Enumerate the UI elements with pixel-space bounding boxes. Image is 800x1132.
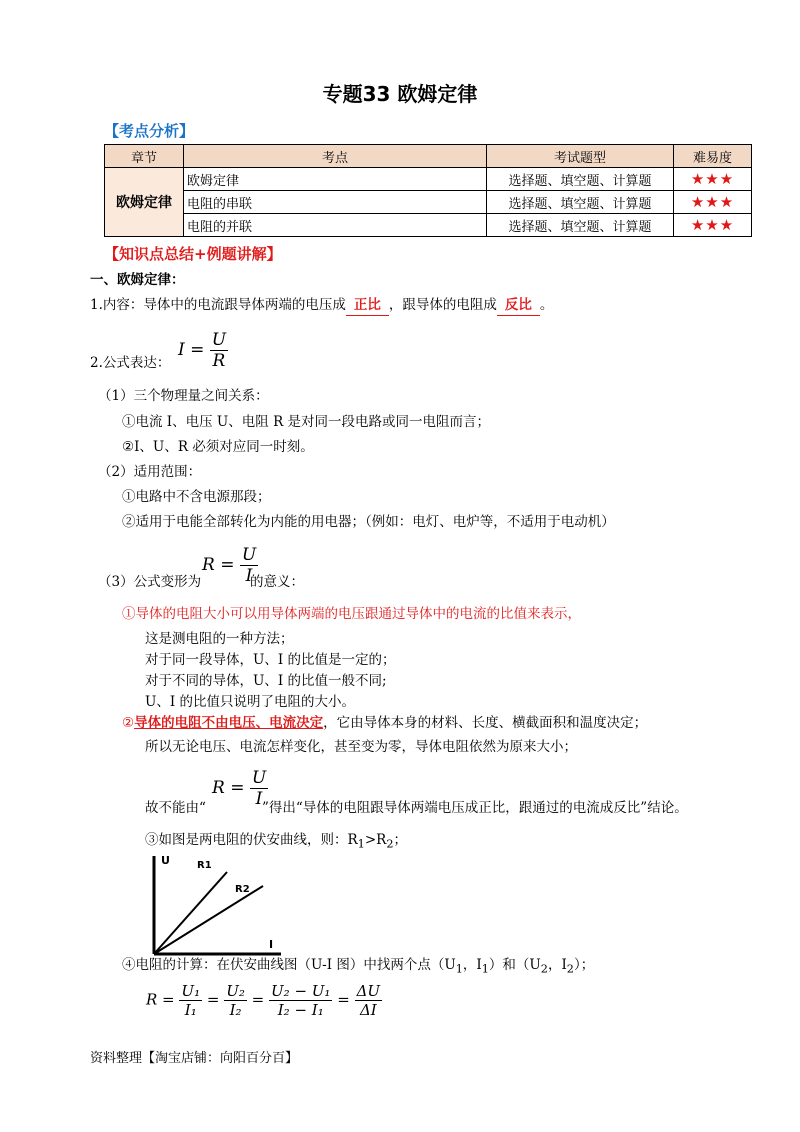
calc-fraction-4 [355, 982, 382, 1019]
point-cell: 电阻的串联 [184, 191, 487, 214]
content-line [90, 295, 553, 316]
chapter-cell: 欧姆定律 [105, 168, 184, 237]
meaning-2-line [122, 713, 647, 733]
table-row [105, 214, 752, 237]
ohm-formula [178, 330, 228, 371]
numerator: U₁ [181, 982, 201, 1000]
subscript: 2 [540, 962, 548, 976]
r1-label: R1 [197, 860, 212, 871]
sub1-item: ②I、U、R 必须对应同一时刻。 [122, 439, 314, 455]
line-r1 [154, 872, 227, 954]
part1-heading: 一、欧姆定律： [90, 272, 185, 288]
denominator: I₁ [184, 1001, 197, 1019]
point-cell: 欧姆定律 [184, 168, 487, 191]
calc-fraction-2 [224, 982, 247, 1019]
formula-lhs: I = [178, 340, 205, 360]
numerator: U₂ − U₁ [271, 982, 331, 1000]
meaning-1-line: 对于同一段导体，U、I 的比值是一定的； [145, 652, 396, 668]
sub2-item: ②适用于电能全部转化为内能的用电器；（例如：电灯、电炉等，不适用于电动机） [122, 514, 615, 530]
denominator: I₂ [229, 1001, 242, 1019]
header-chapter: 章节 [105, 145, 184, 168]
equals-sign: = [206, 990, 220, 1009]
difficulty-cell: ★★★ [674, 168, 752, 191]
formula-numerator: U [241, 545, 257, 565]
table-header-row [105, 145, 752, 168]
denominator: I₂ − I₁ [277, 1001, 324, 1019]
y-axis-label: U [161, 854, 170, 867]
difficulty-cell: ★★★ [674, 214, 752, 237]
meaning-2-mark: ② [122, 715, 135, 731]
section-analysis-heading: 【考点分析】 [104, 122, 195, 140]
formula-numerator: U [251, 768, 267, 788]
formula-fraction [210, 330, 228, 371]
sub1-title: （1）三个物理量之间关系： [98, 388, 269, 404]
meaning-3-gt: >R [364, 832, 387, 848]
subscript: 1 [455, 962, 463, 976]
denominator: ΔI [359, 1001, 377, 1019]
section-summary-heading: 【知识点总结+例题讲解】 [104, 245, 282, 263]
resistance-calculation [146, 982, 382, 1019]
line-r2 [154, 886, 263, 954]
difficulty-cell: ★★★ [674, 191, 752, 214]
formula-lhs: R = [212, 778, 245, 798]
sub3-title-suffix: 的意义： [250, 574, 304, 590]
sub2-item: ①电路中不含电源那段； [122, 489, 271, 505]
meaning-4-line [122, 955, 594, 980]
sub3-title-prefix: （3）公式变形为 [98, 574, 202, 590]
page-footer: 资料整理【淘宝店铺：向阳百分百】 [90, 1051, 299, 1066]
content-end: 。 [539, 297, 554, 313]
point-cell: 电阻的并联 [184, 214, 487, 237]
calc-fraction-1 [179, 982, 202, 1019]
numerator: ΔU [356, 982, 381, 1000]
type-cell: 选择题、填空题、计算题 [487, 168, 674, 191]
text-part: ，I [547, 957, 567, 973]
formula-lhs: R = [202, 555, 235, 575]
calc-lhs: R = [146, 990, 175, 1009]
formula-denominator: I [245, 566, 253, 586]
page-title: 专题33 欧姆定律 [322, 82, 478, 106]
meaning-1-red: ①导体的电阻大小可以用导体两端的电压跟通过导体中的电流的比值来表示， [122, 606, 581, 622]
meaning-2-line3-suffix: ”得出“导体的电阻跟导体两端电压成正比，跟通过的电流成反比”结论。 [262, 800, 688, 816]
blank-answer-2: 反比 [497, 295, 540, 316]
iv-curve-graph [145, 848, 295, 963]
meaning-2-red: 导体的电阻不由电压、电流决定 [134, 715, 324, 731]
meaning-1-line: 对于不同的导体，U、I 的比值一般不同; [145, 673, 387, 689]
equals-sign: = [337, 990, 350, 1009]
formula-denominator: R [212, 351, 226, 371]
content-prefix: 1.内容：导体中的电流跟导体两端的电压成 [90, 297, 346, 313]
header-type: 考试题型 [487, 145, 674, 168]
meaning-3-end: ； [393, 832, 407, 848]
r2-label: R2 [235, 884, 250, 895]
meaning-2-line3-prefix: 故不能由“ [145, 800, 206, 816]
x-axis-label: I [269, 938, 274, 951]
text-part: ，I [462, 957, 482, 973]
blank-answer-1: 正比 [346, 295, 389, 316]
meaning-1-line: 这是测电阻的一种方法； [145, 631, 294, 647]
meaning-1-line: U、I 的比值只说明了电阻的大小。 [145, 694, 356, 710]
formula-numerator: U [211, 330, 227, 350]
subscript: 1 [481, 962, 489, 976]
table-row [105, 168, 752, 191]
subscript: 2 [566, 962, 574, 976]
sub1-item: ①电流 I、电压 U、电阻 R 是对同一段电路或同一电阻而言； [122, 414, 491, 430]
calc-fraction-3 [269, 982, 332, 1019]
formula-denominator: I [255, 789, 263, 809]
type-cell: 选择题、填空题、计算题 [487, 214, 674, 237]
content-mid: ，跟导体的电阻成 [388, 297, 497, 313]
resistance-formula-inline [212, 768, 268, 809]
subscript: 2 [386, 837, 394, 851]
type-cell: 选择题、填空题、计算题 [487, 191, 674, 214]
exam-points-table [104, 144, 752, 237]
text-part: ）； [573, 957, 595, 973]
formula-label: 2.公式表达： [90, 355, 171, 371]
meaning-2-rest: ，它由导体本身的材料、长度、横截面积和温度决定； [323, 715, 648, 731]
meaning-2-line2: 所以无论电压、电流怎样变化，甚至变为零，导体电阻依然为原来大小； [145, 739, 577, 755]
table-row [105, 191, 752, 214]
meaning-3-text: ③如图是两电阻的伏安曲线，则：R [145, 832, 358, 848]
numerator: U₂ [226, 982, 245, 1000]
header-difficulty: 难易度 [674, 145, 752, 168]
text-part: ）和（U [488, 957, 541, 973]
meaning-4-text: ④电阻的计算：在伏安曲线图（U-I 图）中找两个点（U [122, 957, 456, 973]
header-point: 考点 [184, 145, 487, 168]
sub2-title: （2）适用范围： [98, 464, 202, 480]
equals-sign: = [251, 990, 265, 1009]
subscript: 1 [357, 837, 365, 851]
